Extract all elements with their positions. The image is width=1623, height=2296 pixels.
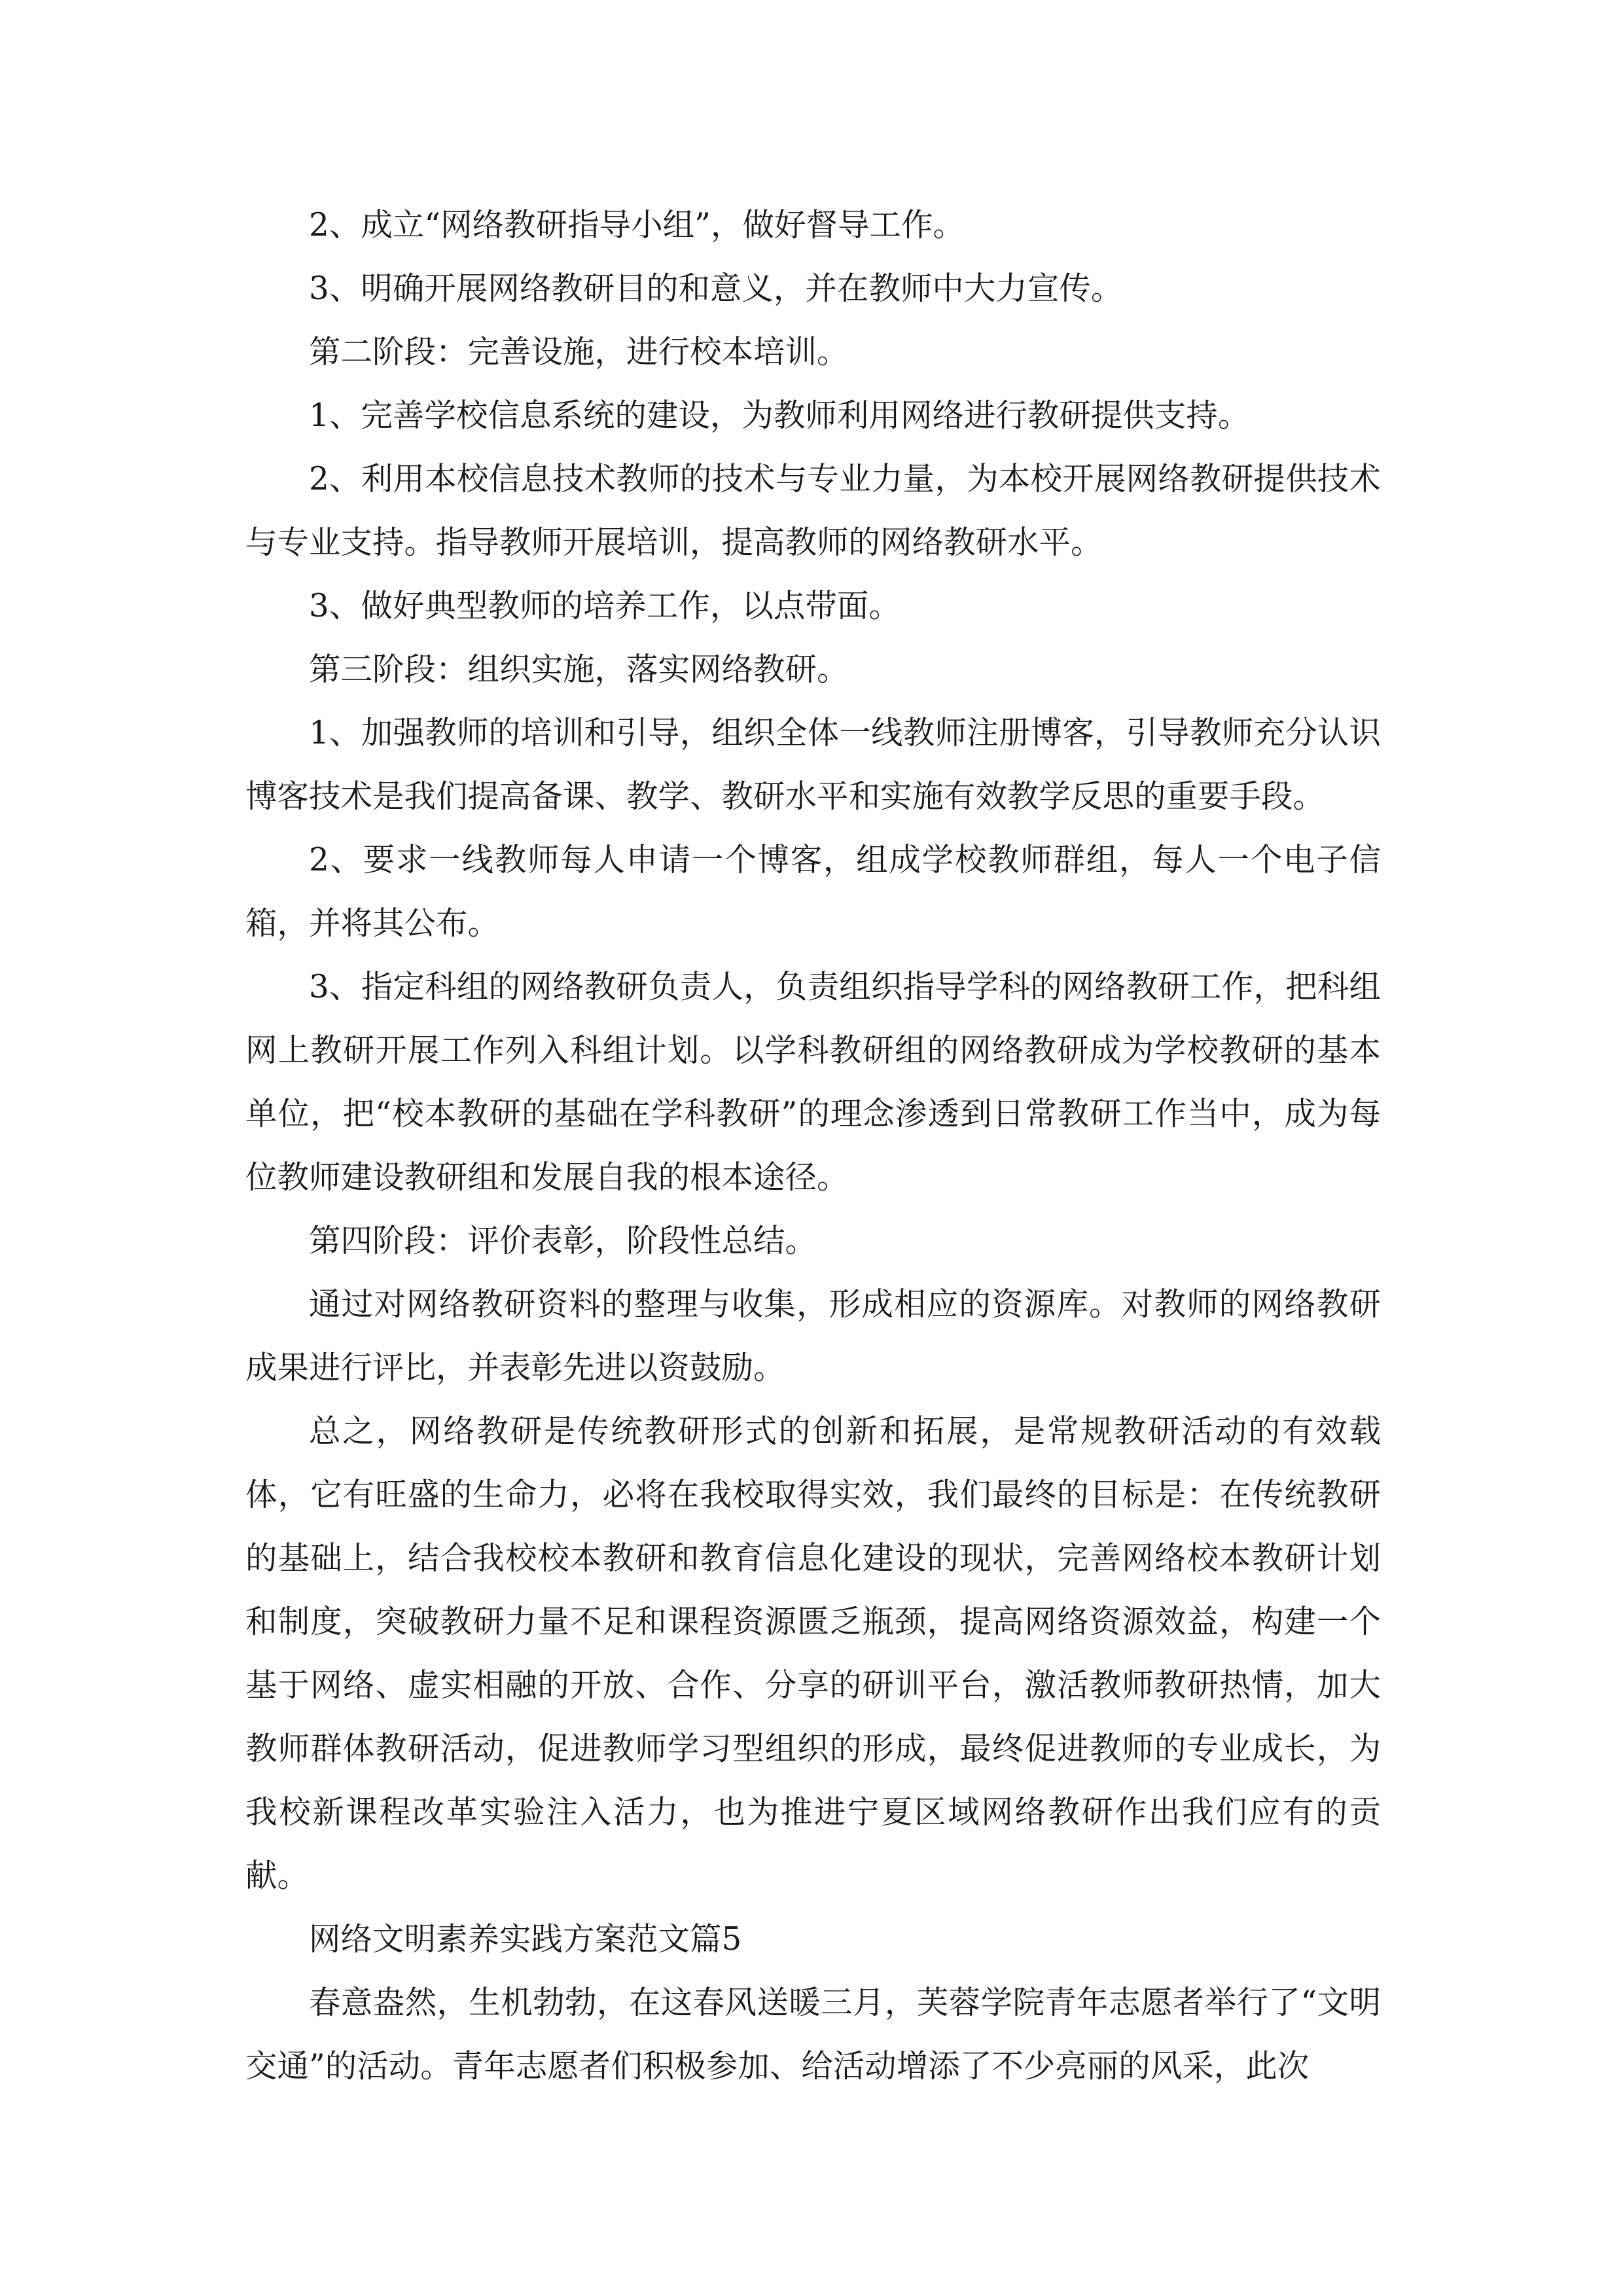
paragraph-conclusion: 总之，网络教研是传统教研形式的创新和拓展，是常规教研活动的有效载体，它有旺盛的生命力，必将在我校取得实效，我们最终的目标是：在传统教研的基础上，结合我校校本教研和教育信息化建设的现状，完善网络校本教研计划和制度，突破教研力量不足和课程资源匮乏瓶颈，提高网络资源效益，构建一个基于网络、虚实相融的开放、合作、分享的研训平台，激活教师教研热情，加大教师群体教研活动，促进教师学习型组织的形成，最终促进教师的专业成长，为我校新课程改革实验注入活力，也为推进宁夏区域网络教研作出我们应有的贡献。 <box>245 1413 1381 1894</box>
stage-2-heading: 第二阶段：完善设施，进行校本培训。 <box>309 334 849 370</box>
paragraph-stage3-item-2: 2、要求一线教师每人申请一个博客，组成学校教师群组，每人一个电子信箱，并将其公布。 <box>245 842 1381 942</box>
stage-3-heading: 第三阶段：组织实施，落实网络教研。 <box>309 651 849 688</box>
paragraph-stage2-item-1: 1、完善学校信息系统的建设，为教师利用网络进行教研提供支持。 <box>309 397 1250 434</box>
document-body <box>245 194 1381 2098</box>
paragraph-stage3-item-3: 3、指定科组的网络教研负责人，负责组织指导学科的网络教研工作，把科组网上教研开展工作列入科组计划。以学科教研组的网络教研成为学校教研的基本单位，把“校本教研的基础在学科教研”的理念渗透到日常教研工作当中，成为每位教师建设教研组和发展自我的根本途径。 <box>245 969 1381 1196</box>
paragraph-step-3-purpose: 3、明确开展网络教研目的和意义，并在教师中大力宣传。 <box>309 270 1123 307</box>
stage-4-heading: 第四阶段：评价表彰，阶段性总结。 <box>309 1223 817 1259</box>
paragraph-step-2-group: 2、成立“网络教研指导小组”，做好督导工作。 <box>309 207 965 243</box>
paragraph-part5-intro: 春意盎然，生机勃勃，在这春风送暖三月，芙蓉学院青年志愿者举行了“文明交通”的活动。青年志愿者们积极参加、给活动增添了不少亮丽的风采，此次 <box>245 1984 1381 2085</box>
section-title-part-5: 网络文明素养实践方案范文篇5 <box>309 1921 742 1958</box>
paragraph-stage3-item-1: 1、加强教师的培训和引导，组织全体一线教师注册博客，引导教师充分认识博客技术是我们提高备课、教学、教研水平和实施有效教学反思的重要手段。 <box>245 715 1381 815</box>
paragraph-stage2-item-3: 3、做好典型教师的培养工作，以点带面。 <box>309 588 901 624</box>
paragraph-stage4-summary: 通过对网络教研资料的整理与收集，形成相应的资源库。对教师的网络教研成果进行评比，并表彰先进以资鼓励。 <box>245 1286 1381 1386</box>
paragraph-stage2-item-2: 2、利用本校信息技术教师的技术与专业力量，为本校开展网络教研提供技术与专业支持。指导教师开展培训，提高教师的网络教研水平。 <box>245 461 1381 561</box>
